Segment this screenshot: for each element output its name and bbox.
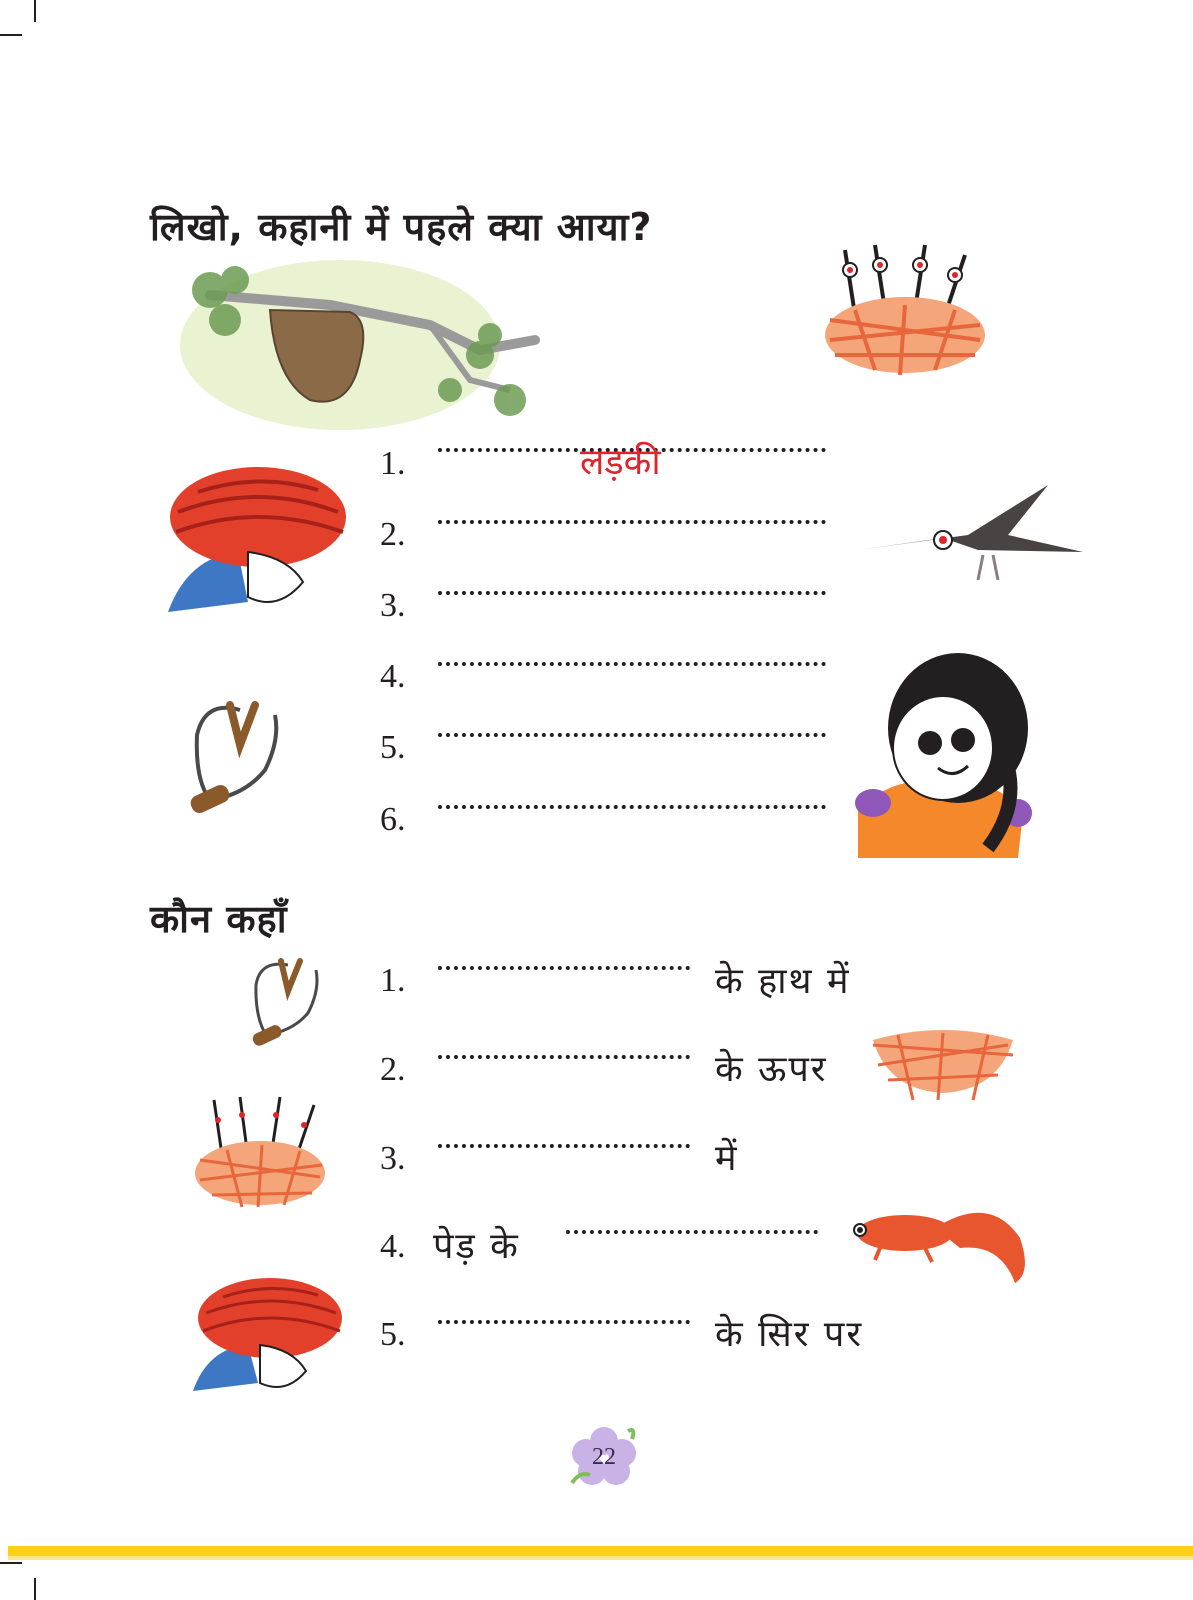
crop-mark-top-horizontal: [0, 34, 22, 36]
section1-heading: लिखो, कहानी में पहले क्या आया?: [150, 205, 653, 249]
turban-man-illustration: [158, 462, 358, 622]
turban-man-small-illustration: [188, 1273, 348, 1398]
girl-illustration: [858, 648, 1038, 858]
s2-row5-blank[interactable]: [438, 1320, 690, 1324]
s2-row5-number: 5.: [380, 1316, 406, 1353]
section2-heading: कौन कहाँ: [150, 897, 288, 941]
s1-row4-blank[interactable]: [438, 662, 826, 666]
s1-row2-number: 2.: [380, 516, 406, 553]
s2-row5-suffix: के सिर पर: [715, 1314, 864, 1355]
s2-row2-suffix: के ऊपर: [715, 1049, 828, 1090]
s2-row4-prefix: पेड़ के: [433, 1226, 520, 1267]
crow-illustration: [858, 480, 1083, 590]
s2-row3-suffix: में: [715, 1138, 739, 1179]
s1-row3-blank[interactable]: [438, 591, 826, 595]
chicks-in-nest-illustration: [815, 230, 995, 380]
s1-row2-blank[interactable]: [438, 520, 826, 524]
s2-row1-number: 1.: [380, 962, 406, 999]
s2-row4-number: 4.: [380, 1228, 406, 1265]
s1-row5-number: 5.: [380, 729, 406, 766]
s1-row4-number: 4.: [380, 658, 406, 695]
s2-row3-blank[interactable]: [438, 1144, 690, 1148]
s1-row6-blank[interactable]: [438, 805, 826, 809]
nest-illustration: [868, 1025, 1018, 1105]
s2-row3-number: 3.: [380, 1140, 406, 1177]
crop-mark-bottom-horizontal: [0, 1562, 22, 1564]
beehive-branch-illustration: [180, 250, 540, 440]
chicks-in-nest-small-illustration: [192, 1085, 332, 1210]
s1-row6-number: 6.: [380, 801, 406, 838]
slingshot-illustration: [185, 695, 285, 820]
s1-row5-blank[interactable]: [438, 733, 826, 737]
s2-row2-blank[interactable]: [438, 1055, 690, 1059]
s1-row3-number: 3.: [380, 587, 406, 624]
s1-row1-number: 1.: [380, 445, 406, 482]
s1-row1-answer: लड़की: [580, 442, 661, 483]
s2-row4-blank[interactable]: [566, 1230, 818, 1234]
crop-mark-top-vertical: [34, 0, 36, 22]
footer-band: [8, 1546, 1193, 1556]
footer-band-shadow: [8, 1556, 1193, 1560]
crop-mark-bottom-vertical: [34, 1578, 36, 1600]
squirrel-illustration: [840, 1198, 1030, 1288]
page-number: 22: [592, 1444, 616, 1470]
s2-row2-number: 2.: [380, 1051, 406, 1088]
s2-row1-suffix: के हाथ में: [715, 961, 851, 1002]
slingshot-small-illustration: [248, 955, 328, 1050]
s2-row1-blank[interactable]: [438, 966, 690, 970]
